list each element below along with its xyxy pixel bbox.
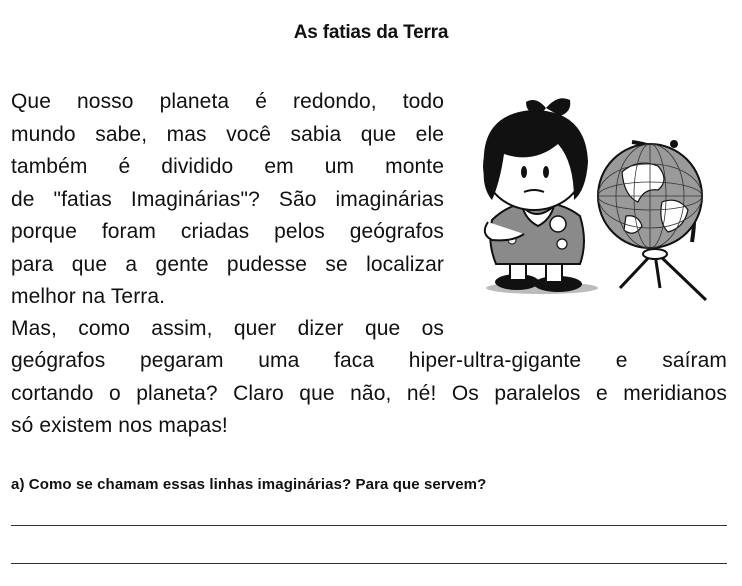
question-a: a) Como se chamam essas linhas imaginárias? Para que servem? [11,476,487,493]
paragraph-line: só existem nos mapas! [11,414,228,437]
paragraph-line: geógrafos pegaram uma faca hiper-ultra-gigante e saíram [11,349,727,372]
paragraph-line: de "fatias Imaginárias"? São imaginárias [11,187,444,211]
paragraph-1 [11,86,444,314]
page-title: As fatias da Terra [293,22,449,43]
illustration [462,92,726,304]
paragraph-line: cortando o planeta? Claro que não, né! Os paralelos e meridianos [11,381,727,405]
girl-cartoon-icon [484,98,598,294]
paragraph-line: porque foram criadas pelos geógrafos [11,220,444,243]
paragraph-2-start [11,313,444,346]
paragraph-line: Que nosso planeta é redondo, todo [11,90,444,113]
paragraph-line: mundo sabe, mas você sabia que ele [11,122,444,146]
paragraph-2 [11,345,727,443]
globe-icon [598,140,706,300]
answer-line[interactable] [11,525,727,526]
paragraph-line: melhor na Terra. [11,285,166,308]
paragraph-line: para que a gente pudesse se localizar [11,252,444,276]
paragraph-line: também é dividido em um monte [11,155,444,178]
paragraph-line: Mas, como assim, quer dizer que os [11,317,444,340]
answer-line[interactable] [11,563,727,564]
